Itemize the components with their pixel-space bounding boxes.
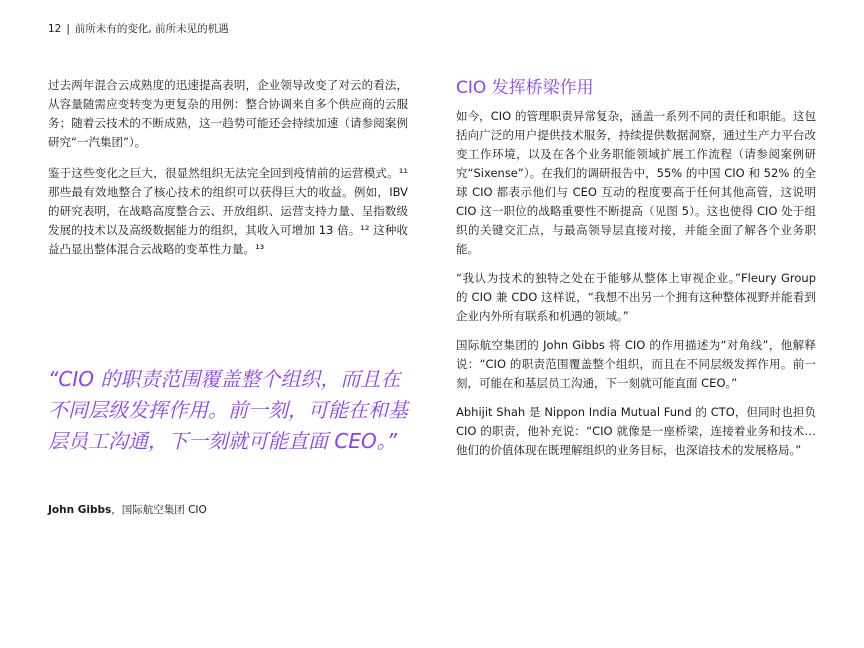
left-column: [48, 76, 408, 271]
quote-author: John Gibbs: [48, 504, 112, 516]
quote-attribution: [48, 502, 207, 517]
header-separator: |: [66, 23, 70, 35]
right-paragraph-1: 如今，CIO 的管理职责异常复杂，涵盖一系列不同的责任和职能。这包括向广泛的用户提供技术服务，持续提供数据洞察，通过生产力平台改变工作环境，以及在各个业务职能领域扩展工作流程（请参阅案例研究“Sixense”）。在我们的调研报告中，55% 的中国 CIO 和 52% 的全球 CIO 都表示他们与 CEO 互动的程度要高于任何其他高管，这说明 CIO 这一职位的战略重要性不断提高（见图 5）。这也使得 CIO 处于组织的关键交汇点，与最高领导层直接对接，并能全面了解各个业务职能。: [456, 109, 816, 256]
right-paragraph-3: 国际航空集团的 John Gibbs 将 CIO 的作用描述为“对角线”，他解释说：“CIO 的职责范围覆盖整个组织，而且在不同层级发挥作用。前一刻，可能在和基层员工沟通，下一刻就可能直面 CEO。”: [456, 338, 816, 390]
right-paragraph-4: Abhijit Shah 是 Nippon India Mutual Fund 的 CTO，但同时也担负 CIO 的职责，他补充说：“CIO 就像是一座桥梁，连接着业务和技术…他们的价值体现在既理解组织的业务目标，也深谙技术的发展格局。”: [456, 405, 816, 457]
left-paragraph-2: 鉴于这些变化之巨大，很显然组织无法完全回到疫情前的运营模式。¹¹ 那些最有效地整合了核心技术的组织可以获得巨大的收益。例如，IBV 的研究表明，在战略高度整合云、开放组织、运营支持力量、呈指数级发展的技术以及高级数据能力的组织，其收入可增加 13 倍。¹² 这种收益凸显出整体混合云战略的变革性力量。¹³: [48, 166, 408, 256]
section-title: CIO 发挥桥梁作用: [456, 78, 594, 98]
left-paragraph-1: 过去两年混合云成熟度的迅速提高表明，企业领导改变了对云的看法，从容量随需应变转变为更复杂的用例：整合协调来自多个供应商的云服务；随着云技术的不断成熟，这一趋势可能还会持续加速（请参阅案例研究“一汽集团”）。: [48, 78, 408, 149]
pull-quote: “CIO 的职责范围覆盖整个组织，而且在不同层级发挥作用。前一刻，可能在和基层员工沟通，下一刻就可能直面 CEO。”: [48, 367, 408, 453]
page-header: [48, 21, 229, 36]
document-title: 前所未有的变化, 前所未见的机遇: [74, 23, 229, 35]
right-paragraph-2: “我认为技术的独特之处在于能够从整体上审视企业。”Fleury Group 的 CIO 兼 CDO 这样说，“我想不出另一个拥有这种整体视野并能看到企业内外所有联系和机遇的领域。”: [456, 271, 816, 323]
right-column: [456, 76, 816, 470]
quote-affiliation: ，国际航空集团 CIO: [111, 504, 207, 516]
page-number: 12: [48, 23, 62, 35]
